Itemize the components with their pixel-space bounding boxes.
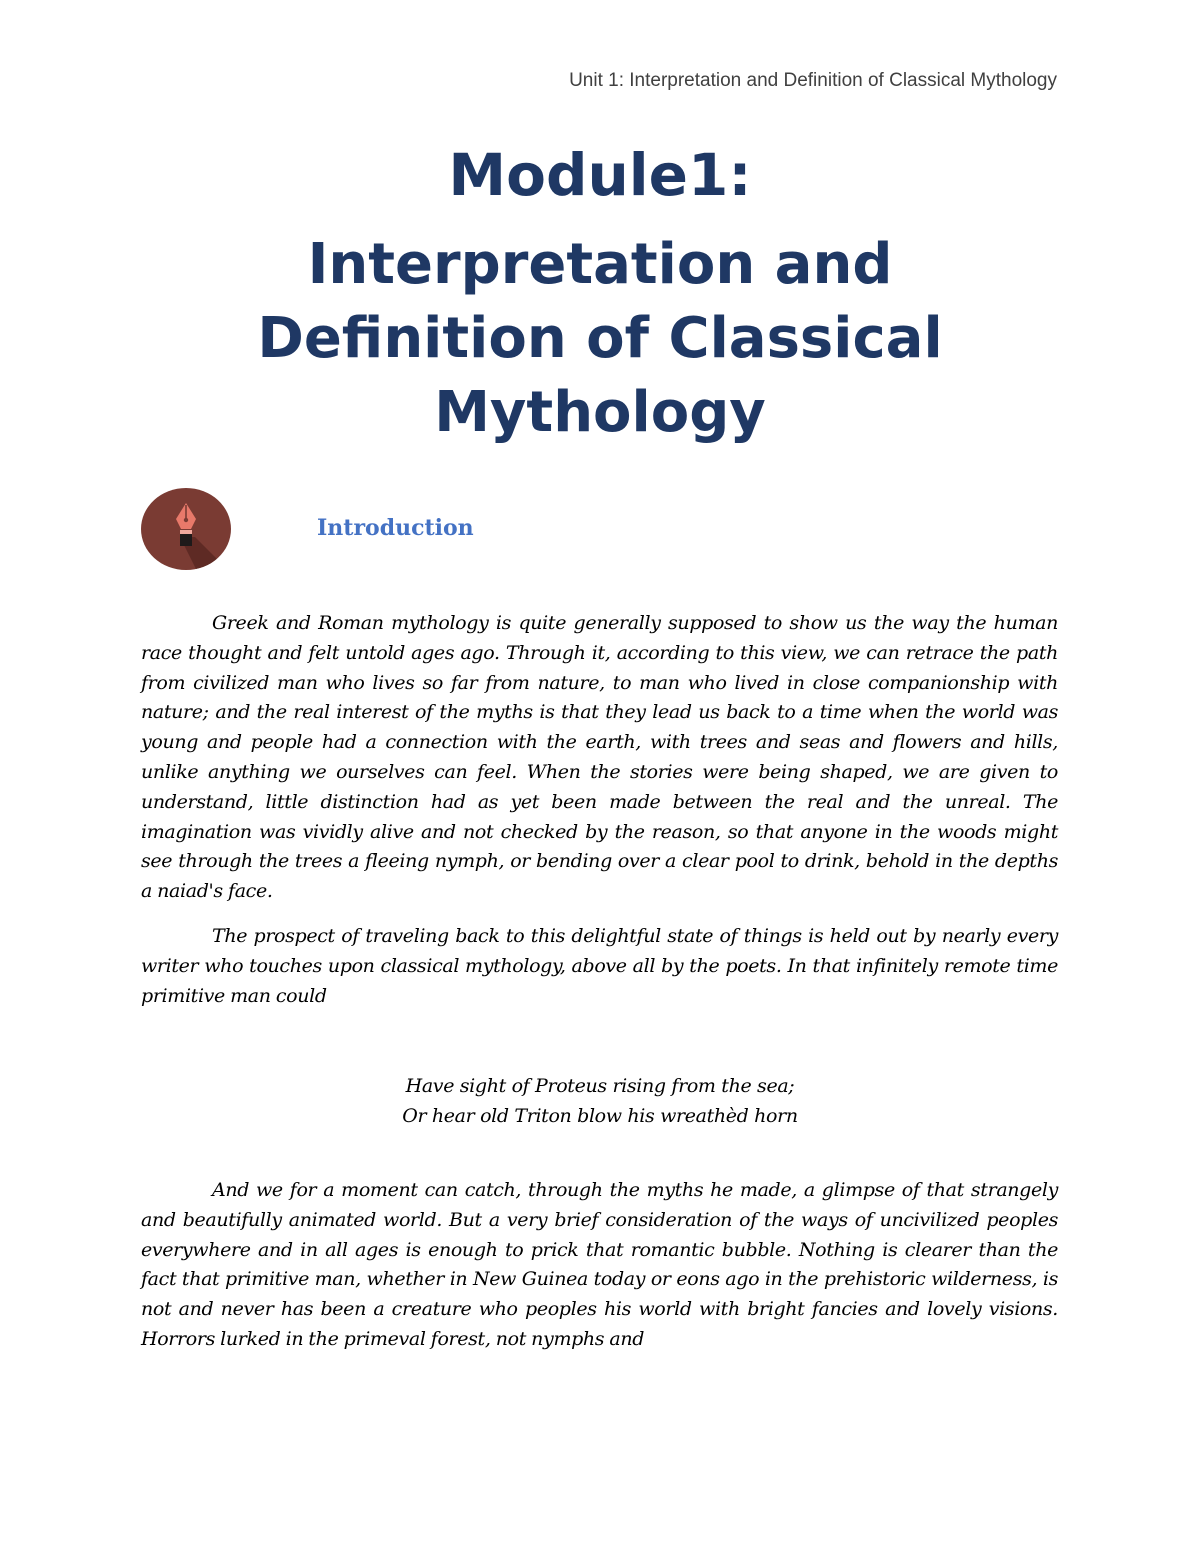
paragraph (141, 609, 1058, 907)
title-block (0, 140, 1200, 450)
verse-line: Have sight of Proteus rising from the sea; (405, 1075, 795, 1097)
paragraph (141, 1176, 1058, 1355)
paragraph-text: The prospect of traveling back to this delightful state of things is held out by nearly every writer who touches upon classical mythology, above all by the poets. In that infinitely remote time primitive man could (141, 925, 1058, 1007)
introduction-heading: Introduction (317, 515, 474, 541)
paragraph-text: And we for a moment can catch, through the myths he made, a glimpse of that strangely and beautifully animated world. But a very brief consideration of the ways of uncivilized peoples everywhere and in all ages is enough to prick that romantic bubble. Nothing is clearer than the fact that primitive man, whether in New Guinea today or eons ago in the prehistoric wilderness, is not and never has been a creature who peoples his world with bright fancies and lovely visions. Horrors lurked in the primeval forest, not nymphs and (141, 1179, 1058, 1350)
module-title: Module1: (448, 141, 752, 209)
running-header: Unit 1: Interpretation and Definition of Classical Mythology (569, 70, 1057, 91)
fountain-pen-icon (140, 487, 232, 571)
paragraph (141, 922, 1058, 1011)
verse-line: Or hear old Triton blow his wreathèd horn (402, 1104, 798, 1127)
module-subtitle: Interpretation and Definition of Classical Mythology (257, 232, 943, 445)
verse-quote (0, 1072, 1200, 1132)
paragraph-text: Greek and Roman mythology is quite generally supposed to show us the way the human race thought and felt untold ages ago. Through it, according to this view, we can retrace the path from civilized man who lives so far from nature, to man who lived in close companionship with nature; and the real interest of the myths is that they lead us back to a time when the world was young and people had a connection with the earth, with trees and seas and flowers and hills, unlike anything we ourselves can feel. When the stories were being shaped, we are given to understand, little distinction had as yet been made between the real and the unreal. The imagination was vividly alive and not checked by the reason, so that anyone in the woods might see through the trees a fleeing nymph, or bending over a clear pool to drink, behold in the depths a naiad's face. (141, 612, 1058, 903)
